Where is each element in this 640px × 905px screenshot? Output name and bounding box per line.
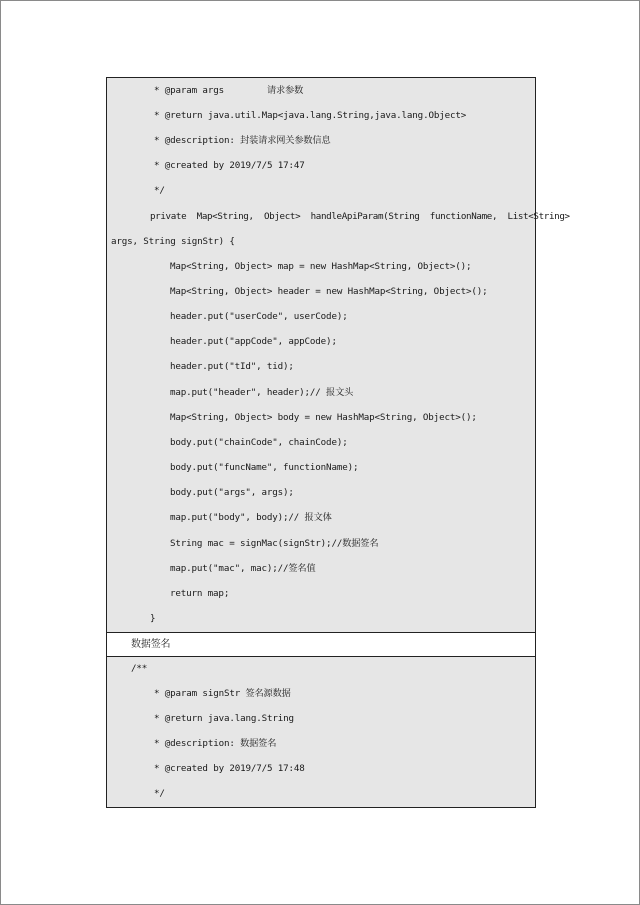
code-line: * @created by 2019/7/5 17:47	[154, 160, 305, 171]
code-line: map.put("header", header);// 报文头	[170, 387, 354, 398]
code-line: * @return java.lang.String	[154, 713, 294, 724]
code-line: body.put("args", args);	[170, 487, 294, 498]
code-table	[106, 77, 570, 808]
code-line: * @created by 2019/7/5 17:48	[154, 763, 305, 774]
code-line: body.put("chainCode", chainCode);	[170, 437, 348, 448]
code-line: private Map<String, Object> handleApiParam(String functionName, List<String>	[150, 211, 570, 222]
code-line: * @description: 数据签名	[154, 738, 277, 749]
code-line: /**	[131, 663, 148, 674]
code-line: String mac = signMac(signStr);//数据签名	[170, 538, 379, 549]
code-cell-handle-api-param	[107, 78, 570, 632]
code-line: header.put("userCode", userCode);	[170, 311, 348, 322]
code-line: */	[154, 185, 165, 196]
section-label: 数据签名	[131, 639, 171, 650]
code-line: map.put("mac", mac);//签名值	[170, 563, 316, 574]
code-line: header.put("tId", tid);	[170, 361, 294, 372]
code-cell-sign-mac	[107, 657, 535, 807]
code-line: }	[150, 613, 156, 624]
code-line: header.put("appCode", appCode);	[170, 336, 337, 347]
code-line: Map<String, Object> map = new HashMap<String, Object>();	[170, 261, 472, 272]
code-line: Map<String, Object> body = new HashMap<String, Object>();	[170, 412, 477, 423]
code-line: Map<String, Object> header = new HashMap<String, Object>();	[170, 286, 488, 297]
section-label-cell	[107, 632, 535, 657]
code-line: return map;	[170, 588, 230, 599]
code-line: * @param signStr 签名源数据	[154, 688, 291, 699]
code-line: * @description: 封装请求网关参数信息	[154, 135, 331, 146]
code-line: body.put("funcName", functionName);	[170, 462, 359, 473]
code-line: map.put("body", body);// 报文体	[170, 512, 332, 523]
code-line: * @return java.util.Map<java.lang.String,java.lang.Object>	[154, 110, 467, 121]
code-line: args, String signStr) {	[111, 236, 235, 247]
code-line: * @param args 请求参数	[154, 85, 304, 96]
code-line: */	[154, 788, 165, 799]
